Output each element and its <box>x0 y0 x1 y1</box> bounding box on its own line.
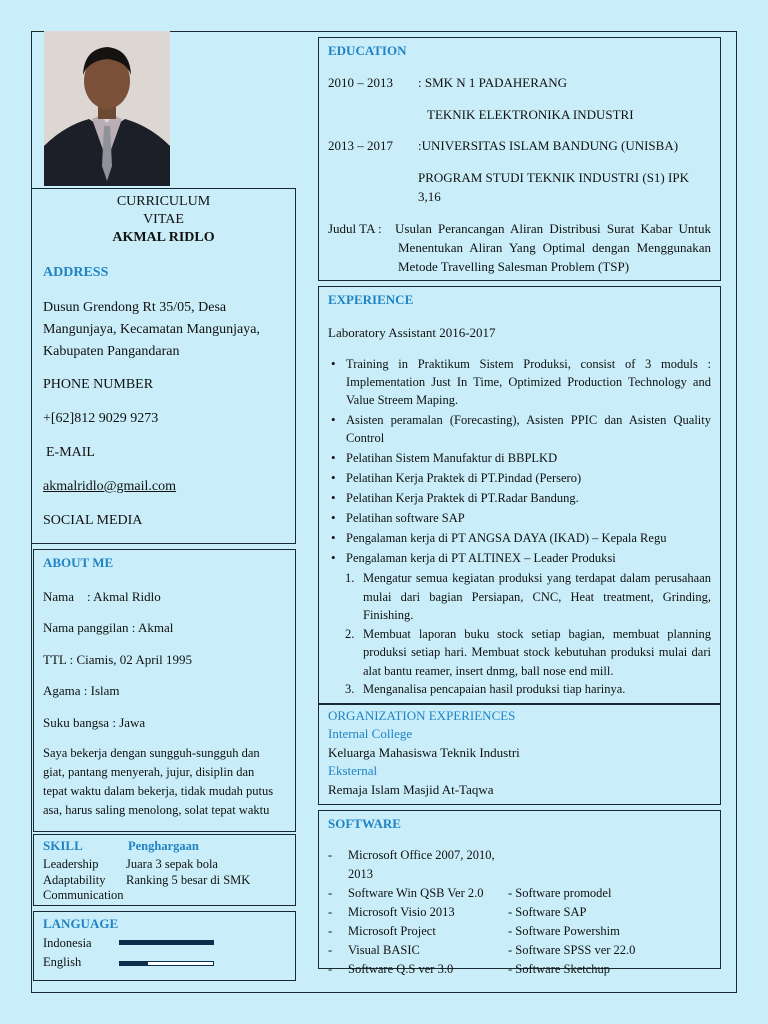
experience-item: • Pelatihan Sistem Manufaktur di BBPLKD <box>328 449 711 467</box>
software-item: Microsoft Office 2007, 2010, 2013 <box>348 848 495 881</box>
education-heading: EDUCATION <box>328 43 407 58</box>
software-item: Software Win QSB Ver 2.0 <box>348 886 484 900</box>
award-item: Ranking 5 besar di SMK <box>126 873 251 887</box>
award-heading: Penghargaan <box>128 839 199 853</box>
education-years: 2013 – 2017 <box>328 138 393 153</box>
cv-title-line1: CURRICULUM <box>116 194 211 209</box>
about-description: giat, pantang menyerah, jujur, disiplin dan <box>43 765 255 779</box>
phone-number: +[62]812 9029 9273 <box>43 411 159 426</box>
software-item: - Software Powershim <box>508 924 620 938</box>
experience-item: • Pengalaman kerja di PT ANGSA DAYA (IKAD) – Kepala Regu <box>328 529 711 547</box>
experience-role: Laboratory Assistant 2016-2017 <box>328 325 496 340</box>
experience-subitem: 3. Menganalisa pencapaian hasil produksi tiap harinya. <box>345 682 626 696</box>
language-level-bar <box>119 961 214 966</box>
education-school: :UNIVERSITAS ISLAM BANDUNG (UNISBA) <box>418 138 679 153</box>
skill-item: Communication <box>43 888 124 902</box>
software-item: - Software promodel <box>508 886 612 900</box>
software-row: - Software Q.S ver 3.0 - Software Sketchup <box>328 960 713 979</box>
experience-item: • Pelatihan Kerja Praktek di PT.Pindad (Persero) <box>328 469 711 487</box>
social-media-heading: SOCIAL MEDIA <box>43 513 143 528</box>
education-school: : SMK N 1 PADAHERANG <box>418 75 568 90</box>
experience-item: • Pelatihan software SAP <box>328 509 711 527</box>
software-item: - Software SPSS ver 22.0 <box>508 943 636 957</box>
thesis-title: Metode Travelling Salesman Problem (TSP) <box>398 259 630 274</box>
cv-title-line2: VITAE <box>143 212 184 227</box>
skill-item: Leadership <box>43 857 99 871</box>
education-major: TEKNIK ELEKTRONIKA INDUSTRI <box>427 107 634 122</box>
language-heading: LANGUAGE <box>43 916 119 931</box>
experience-section <box>318 286 721 704</box>
about-description: Saya bekerja dengan sungguh-sungguh dan <box>43 746 260 760</box>
experience-subitem: 2. Membuat laporan buku stock setiap bagian, membuat planning produksi setiap hari. Membuat stock kebutuhan produksi mulai dari alat bantu reamer, insert dnmg, ball nose end mill. <box>345 626 711 678</box>
software-item: Software Q.S ver 3.0 <box>348 962 454 976</box>
organization-heading: ORGANIZATION EXPERIENCES <box>328 708 516 723</box>
experience-item: • Training in Praktikum Sistem Produksi, consist of 3 moduls : Implementation Just In Time, Optimized Production Technology and Value Streem Maping. <box>328 355 711 409</box>
about-suku: Suku bangsa : Jawa <box>43 715 146 730</box>
address-heading: ADDRESS <box>43 265 109 280</box>
thesis-label: Judul TA : <box>328 221 382 236</box>
external-label: Eksternal <box>328 763 378 778</box>
experience-item: • Pengalaman kerja di PT ALTINEX – Leader Produksi <box>328 549 711 567</box>
organization-section <box>318 704 721 805</box>
language-name: Indonesia <box>43 936 92 950</box>
language-section <box>33 911 296 981</box>
experience-list <box>328 355 711 567</box>
internal-organization: Keluarga Mahasiswa Teknik Industri <box>328 745 520 760</box>
software-row: - Microsoft Office 2007, 2010, 2013 <box>328 846 713 884</box>
software-item: Microsoft Project <box>348 924 436 938</box>
about-agama: Agama : Islam <box>43 683 120 698</box>
experience-item: • Pelatihan Kerja Praktek di PT.Radar Bandung. <box>328 489 711 507</box>
software-row: - Microsoft Project - Software Powershim <box>328 922 713 941</box>
award-item: Juara 3 sepak bola <box>126 857 218 871</box>
address-line: Dusun Grendong Rt 35/05, Desa <box>43 300 227 315</box>
thesis-title: Usulan Perancangan Aliran Distribusi Surat Kabar Untuk <box>395 221 711 236</box>
skill-heading: SKILL <box>43 838 83 853</box>
about-description: asa, harus saling menolong, solat tepat waktu <box>43 803 270 817</box>
language-level-fill <box>120 941 213 944</box>
software-item: Visual BASIC <box>348 943 420 957</box>
experience-heading: EXPERIENCE <box>328 292 414 307</box>
contact-section <box>31 188 296 544</box>
experience-subitem: 1. Mengatur semua kegiatan produksi yang terdapat dalam perusahaan mulai dari bagian Persiapan, CNC, Heat treatment, Grinding, Finishing. <box>345 571 711 622</box>
software-heading: SOFTWARE <box>328 816 401 831</box>
profile-photo <box>44 31 170 186</box>
thesis-title: Menentukan Aliran Yang Optimal dengan Menggunakan <box>398 240 711 255</box>
education-years: 2010 – 2013 <box>328 75 393 90</box>
email-heading: E-MAIL <box>46 445 95 460</box>
about-nama: Nama : Akmal Ridlo <box>43 589 161 604</box>
skill-item: Adaptability <box>43 873 106 887</box>
experience-sublist <box>345 569 711 699</box>
internal-college-label: Internal College <box>328 726 413 741</box>
about-ttl: TTL : Ciamis, 02 April 1995 <box>43 652 193 667</box>
language-level-bar <box>119 940 214 945</box>
about-section <box>33 549 296 832</box>
education-major: PROGRAM STUDI TEKNIK INDUSTRI (S1) IPK <box>418 170 689 185</box>
software-row: - Microsoft Visio 2013 - Software SAP <box>328 903 713 922</box>
software-row: - Visual BASIC - Software SPSS ver 22.0 <box>328 941 713 960</box>
phone-heading: PHONE NUMBER <box>43 377 154 392</box>
address-line: Mangunjaya, Kecamatan Mangunjaya, <box>43 322 260 337</box>
about-panggilan: Nama panggilan : Akmal <box>43 620 174 635</box>
address-line: Kabupaten Pangandaran <box>43 344 180 359</box>
software-list <box>328 846 713 979</box>
experience-item: • Asisten peramalan (Forecasting), Asisten PPIC dan Asisten Quality Control <box>328 411 711 447</box>
language-level-fill <box>120 962 148 965</box>
skill-section <box>33 834 296 906</box>
external-organization: Remaja Islam Masjid At-Taqwa <box>328 782 494 797</box>
software-item: - Software SAP <box>508 905 587 919</box>
education-section <box>318 37 721 281</box>
education-major: 3,16 <box>418 189 441 204</box>
software-section <box>318 810 721 976</box>
software-row: - Software Win QSB Ver 2.0 - Software promodel <box>328 884 713 903</box>
about-description: tepat waktu dalam bekerja, tidak mudah putus <box>43 784 274 798</box>
email-link[interactable]: akmalridlo@gmail.com <box>43 479 177 494</box>
language-name: English <box>43 955 82 969</box>
software-item: - Software Sketchup <box>508 962 611 976</box>
about-heading: ABOUT ME <box>43 555 114 570</box>
software-item: Microsoft Visio 2013 <box>348 905 455 919</box>
person-name: AKMAL RIDLO <box>112 230 215 245</box>
